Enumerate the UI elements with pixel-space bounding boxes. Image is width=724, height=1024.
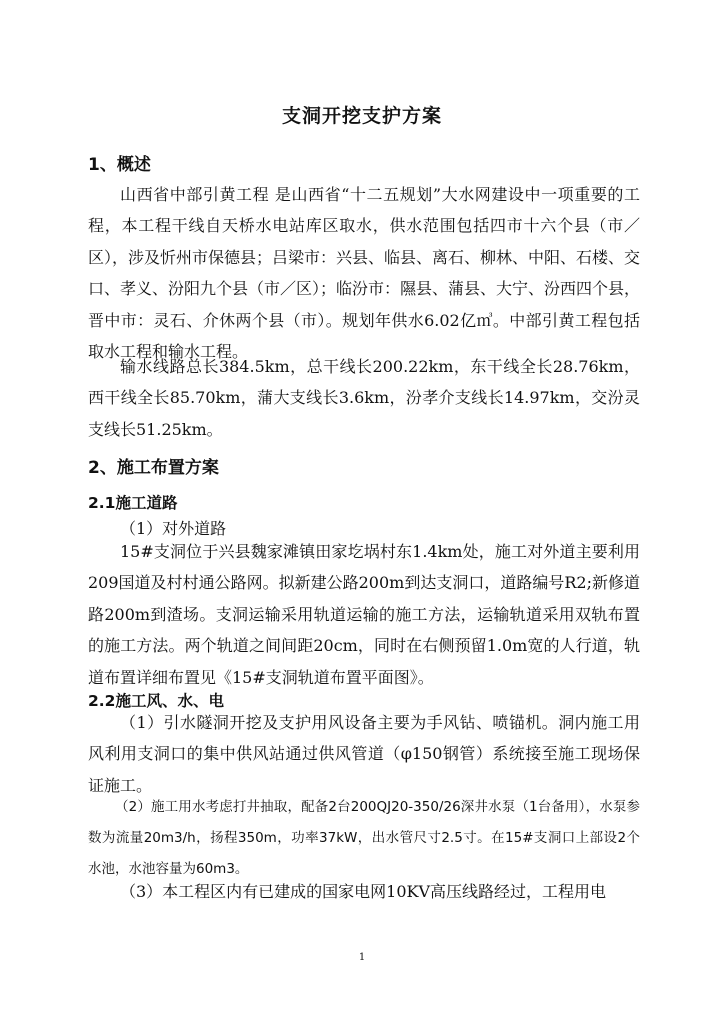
section-2-heading: 2、施工布置方案 <box>88 458 219 478</box>
section-2-2-heading: 2.2施工风、水、电 <box>88 692 224 710</box>
section-1-heading: 1、概述 <box>88 155 151 175</box>
section-2-1-paragraph: 15#支洞位于兴县魏家滩镇田家圪埚村东1.4km处，施工对外道主要利用209国道及村村通公路网。拟新建公路200m到达支洞口，道路编号R2;新修道路200m到渣场。支洞运输采用轨道运输的施工方法，运输轨道采用双轨布置的施工方法。两个轨道之间间距20cm，同时在右侧预留1.0m宽的人行道，轨道布置详细布置见《15#支洞轨道布置平面图》。 <box>88 542 640 687</box>
section-2-2-paragraph-3: （3）本工程区内有已建成的国家电网10KV高压线路经过，工程用电 <box>120 882 607 901</box>
page-number: 1 <box>358 952 366 963</box>
section-2-1-subheading: （1）对外道路 <box>120 519 227 538</box>
section-2-2-paragraph-2: （2）施工用水考虑打井抽取，配备2台200QJ20-350/26深井水泵（1台备用），水泵参数为流量20m3/h，扬程350m，功率37kW，出水管尺寸2.5寸。在15#支洞口上部设2个水池，水池容量为60m3。 <box>88 799 640 877</box>
section-1-paragraph-2: 输水线路总长384.5km，总干线长200.22km，东干线全长28.76km，西干线全长85.70km，蒲大支线长3.6km，汾孝介支线长14.97km，交汾灵支线长51.25km。 <box>88 357 640 439</box>
section-1-paragraph-1: 山西省中部引黄工程 是山西省“十二五规划”大水网建设中一项重要的工程，本工程干线自天桥水电站库区取水，供水范围包括四市十六个县（市／区），涉及忻州市保德县；吕梁市：兴县、临县、离石、柳林、中阳、石楼、交口、孝义、汾阳九个县（市／区）；临汾市：隰县、蒲县、大宁、汾西四个县，晋中市：灵石、介休两个县（市）。规划年供水6.02亿㎥。中部引黄工程包括取水工程和输水工程。 <box>88 185 641 362</box>
page-title: 支洞开挖支护方案 <box>281 105 442 127</box>
section-2-2-paragraph-1: （1）引水隧洞开挖及支护用风设备主要为手风钻、喷锚机。洞内施工用风利用支洞口的集中供风站通过供风管道（φ150钢管）系统接至施工现场保证施工。 <box>88 713 640 795</box>
section-2-1-heading: 2.1施工道路 <box>88 494 178 512</box>
